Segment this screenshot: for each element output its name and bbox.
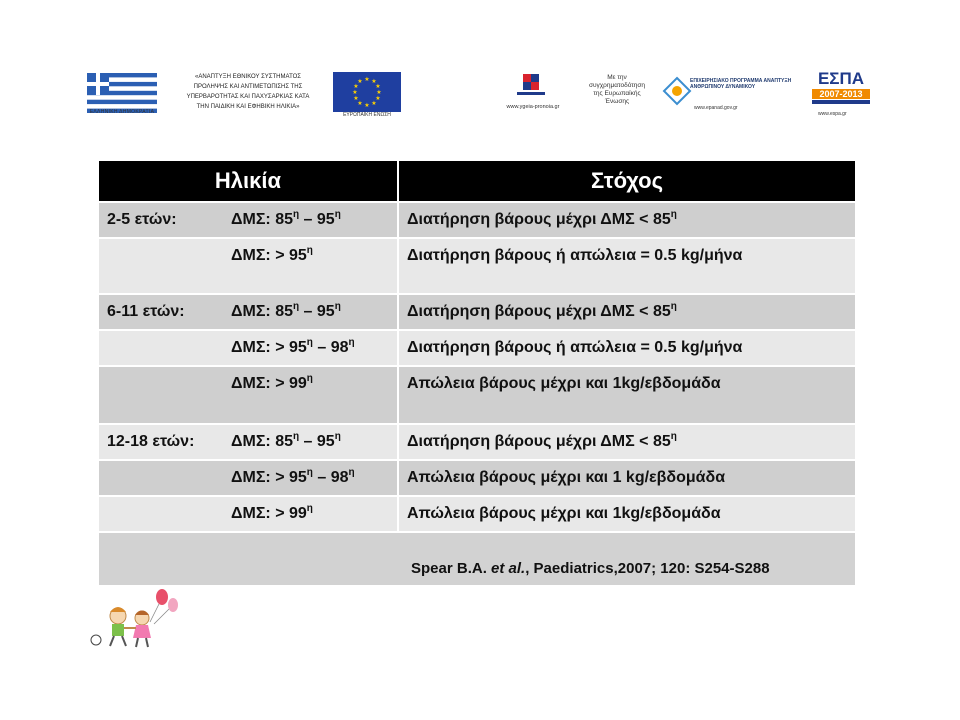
eu-caption: ΕΥΡΩΠΑΪΚΗ ΕΝΩΣΗ xyxy=(343,112,391,118)
goal-text: Διατήρηση βάρους ή απώλεια = 0.5 kg/μήνα xyxy=(407,247,743,264)
svg-text:★: ★ xyxy=(375,83,381,90)
svg-text:★: ★ xyxy=(353,95,359,102)
bmi-range: ΔΜΣ: $85^\eta - 95^\eta$ xyxy=(231,431,341,450)
greek-flag-caption: ΕΛΛΗΝΙΚΗ ΔΗΜΟΚΡΑΤΙΑ xyxy=(89,109,155,115)
reference-row xyxy=(99,533,855,585)
espa-logo: ΕΣΠΑ 2007-2013 xyxy=(808,70,874,116)
table-row xyxy=(99,461,855,495)
table-row xyxy=(99,203,855,237)
bmi-range: ΔΜΣ: > $99^\eta$ xyxy=(231,503,313,522)
table-row xyxy=(99,295,855,329)
ygeia-url: www.ygeia-pronoia.gr xyxy=(506,104,560,110)
svg-text:★: ★ xyxy=(364,102,370,109)
greek-flag-logo xyxy=(87,73,157,113)
reference-citation: Spear B.A. et al., Paediatrics,2007; 120: S254-S288 xyxy=(411,560,770,577)
bmi-range: ΔΜΣ: > $99^\eta$ xyxy=(231,373,313,392)
espa-url: www.espa.gr xyxy=(818,111,847,117)
table-row xyxy=(99,331,855,365)
goal-text: Απώλεια βάρους μέχρι και 1kg/εβδομάδα xyxy=(407,505,721,522)
bmi-range: ΔΜΣ: > $95^\eta - 98^\eta$ xyxy=(231,467,355,486)
svg-text:★: ★ xyxy=(352,89,358,96)
goal-text: Απώλεια βάρους μέχρι και 1 kg/εβδομάδα xyxy=(407,469,726,486)
column-header-goal: Στόχος xyxy=(399,161,855,201)
table-row xyxy=(99,239,855,293)
svg-text:★: ★ xyxy=(375,95,381,102)
svg-text:★: ★ xyxy=(357,100,363,107)
children-clipart-icon xyxy=(84,588,184,650)
bmi-goals-table xyxy=(99,161,855,585)
bmi-range: ΔΜΣ: $85^\eta - 95^\eta$ xyxy=(231,209,341,228)
cofunding-text: Με την συγχρηματοδότηση της Ευρωπαϊκής Ένωσης xyxy=(588,74,646,105)
svg-text:★: ★ xyxy=(371,100,377,107)
bmi-range: ΔΜΣ: > $95^\eta$ xyxy=(231,245,313,264)
bmi-range: ΔΜΣ: $85^\eta - 95^\eta$ xyxy=(231,301,341,320)
epanad-logo-icon xyxy=(662,76,692,106)
goal-text: Διατήρηση βάρους μέχρι $\Delta M\Sigma < 85^\eta$ xyxy=(407,209,677,228)
goal-text: Διατήρηση βάρους μέχρι $\Delta M\Sigma < 85^\eta$ xyxy=(407,301,677,320)
eu-flag-logo xyxy=(333,72,401,112)
column-header-age: Ηλικία xyxy=(99,161,397,201)
table-row xyxy=(99,497,855,531)
svg-text:★: ★ xyxy=(376,89,382,96)
age-group-label: 6-11 ετών: xyxy=(107,303,185,320)
goal-text: Απώλεια βάρους μέχρι και 1kg/εβδομάδα xyxy=(407,375,721,392)
svg-text:★: ★ xyxy=(371,78,377,85)
age-group-label: 12-18 ετών: xyxy=(107,433,195,450)
epanad-title: ΕΠΙΧΕΙΡΗΣΙΑΚΟ ΠΡΟΓΡΑΜΜΑ ΑΝΑΠΤΥΞΗ ΑΝΘΡΩΠΙΝΟΥ ΔΥΝΑΜΙΚΟΥ xyxy=(690,78,792,90)
svg-text:★: ★ xyxy=(364,76,370,83)
age-group-label: 2-5 ετών: xyxy=(107,211,177,228)
table-row xyxy=(99,425,855,459)
goal-text: Διατήρηση βάρους ή απώλεια = 0.5 kg/μήνα xyxy=(407,339,743,356)
svg-text:★: ★ xyxy=(353,83,359,90)
program-title: «ΑΝΑΠΤΥΞΗ ΕΘΝΙΚΟΥ ΣΥΣΤΗΜΑΤΟΣ ΠΡΟΛΗΨΗΣ ΚΑΙ ΑΝΤΙΜΕΤΩΠΙΣΗΣ ΤΗΣ ΥΠΕΡΒΑΡΟΤΗΤΑΣ ΚΑΙ ΠΑΧΥΣΑΡΚΙΑΣ ΚΑΤΑ ΤΗΝ ΠΑΙΔΙΚΗ ΚΑΙ ΕΦΗΒΙΚΗ ΗΛΙΚΙΑ» xyxy=(186,74,310,110)
bmi-range: ΔΜΣ: > $95^\eta - 98^\eta$ xyxy=(231,337,355,356)
table-row xyxy=(99,367,855,423)
goal-text: Διατήρηση βάρους μέχρι $\Delta M\Sigma < 85^\eta$ xyxy=(407,431,677,450)
svg-text:★: ★ xyxy=(357,78,363,85)
epanad-url: www.epanad.gov.gr xyxy=(694,105,738,111)
